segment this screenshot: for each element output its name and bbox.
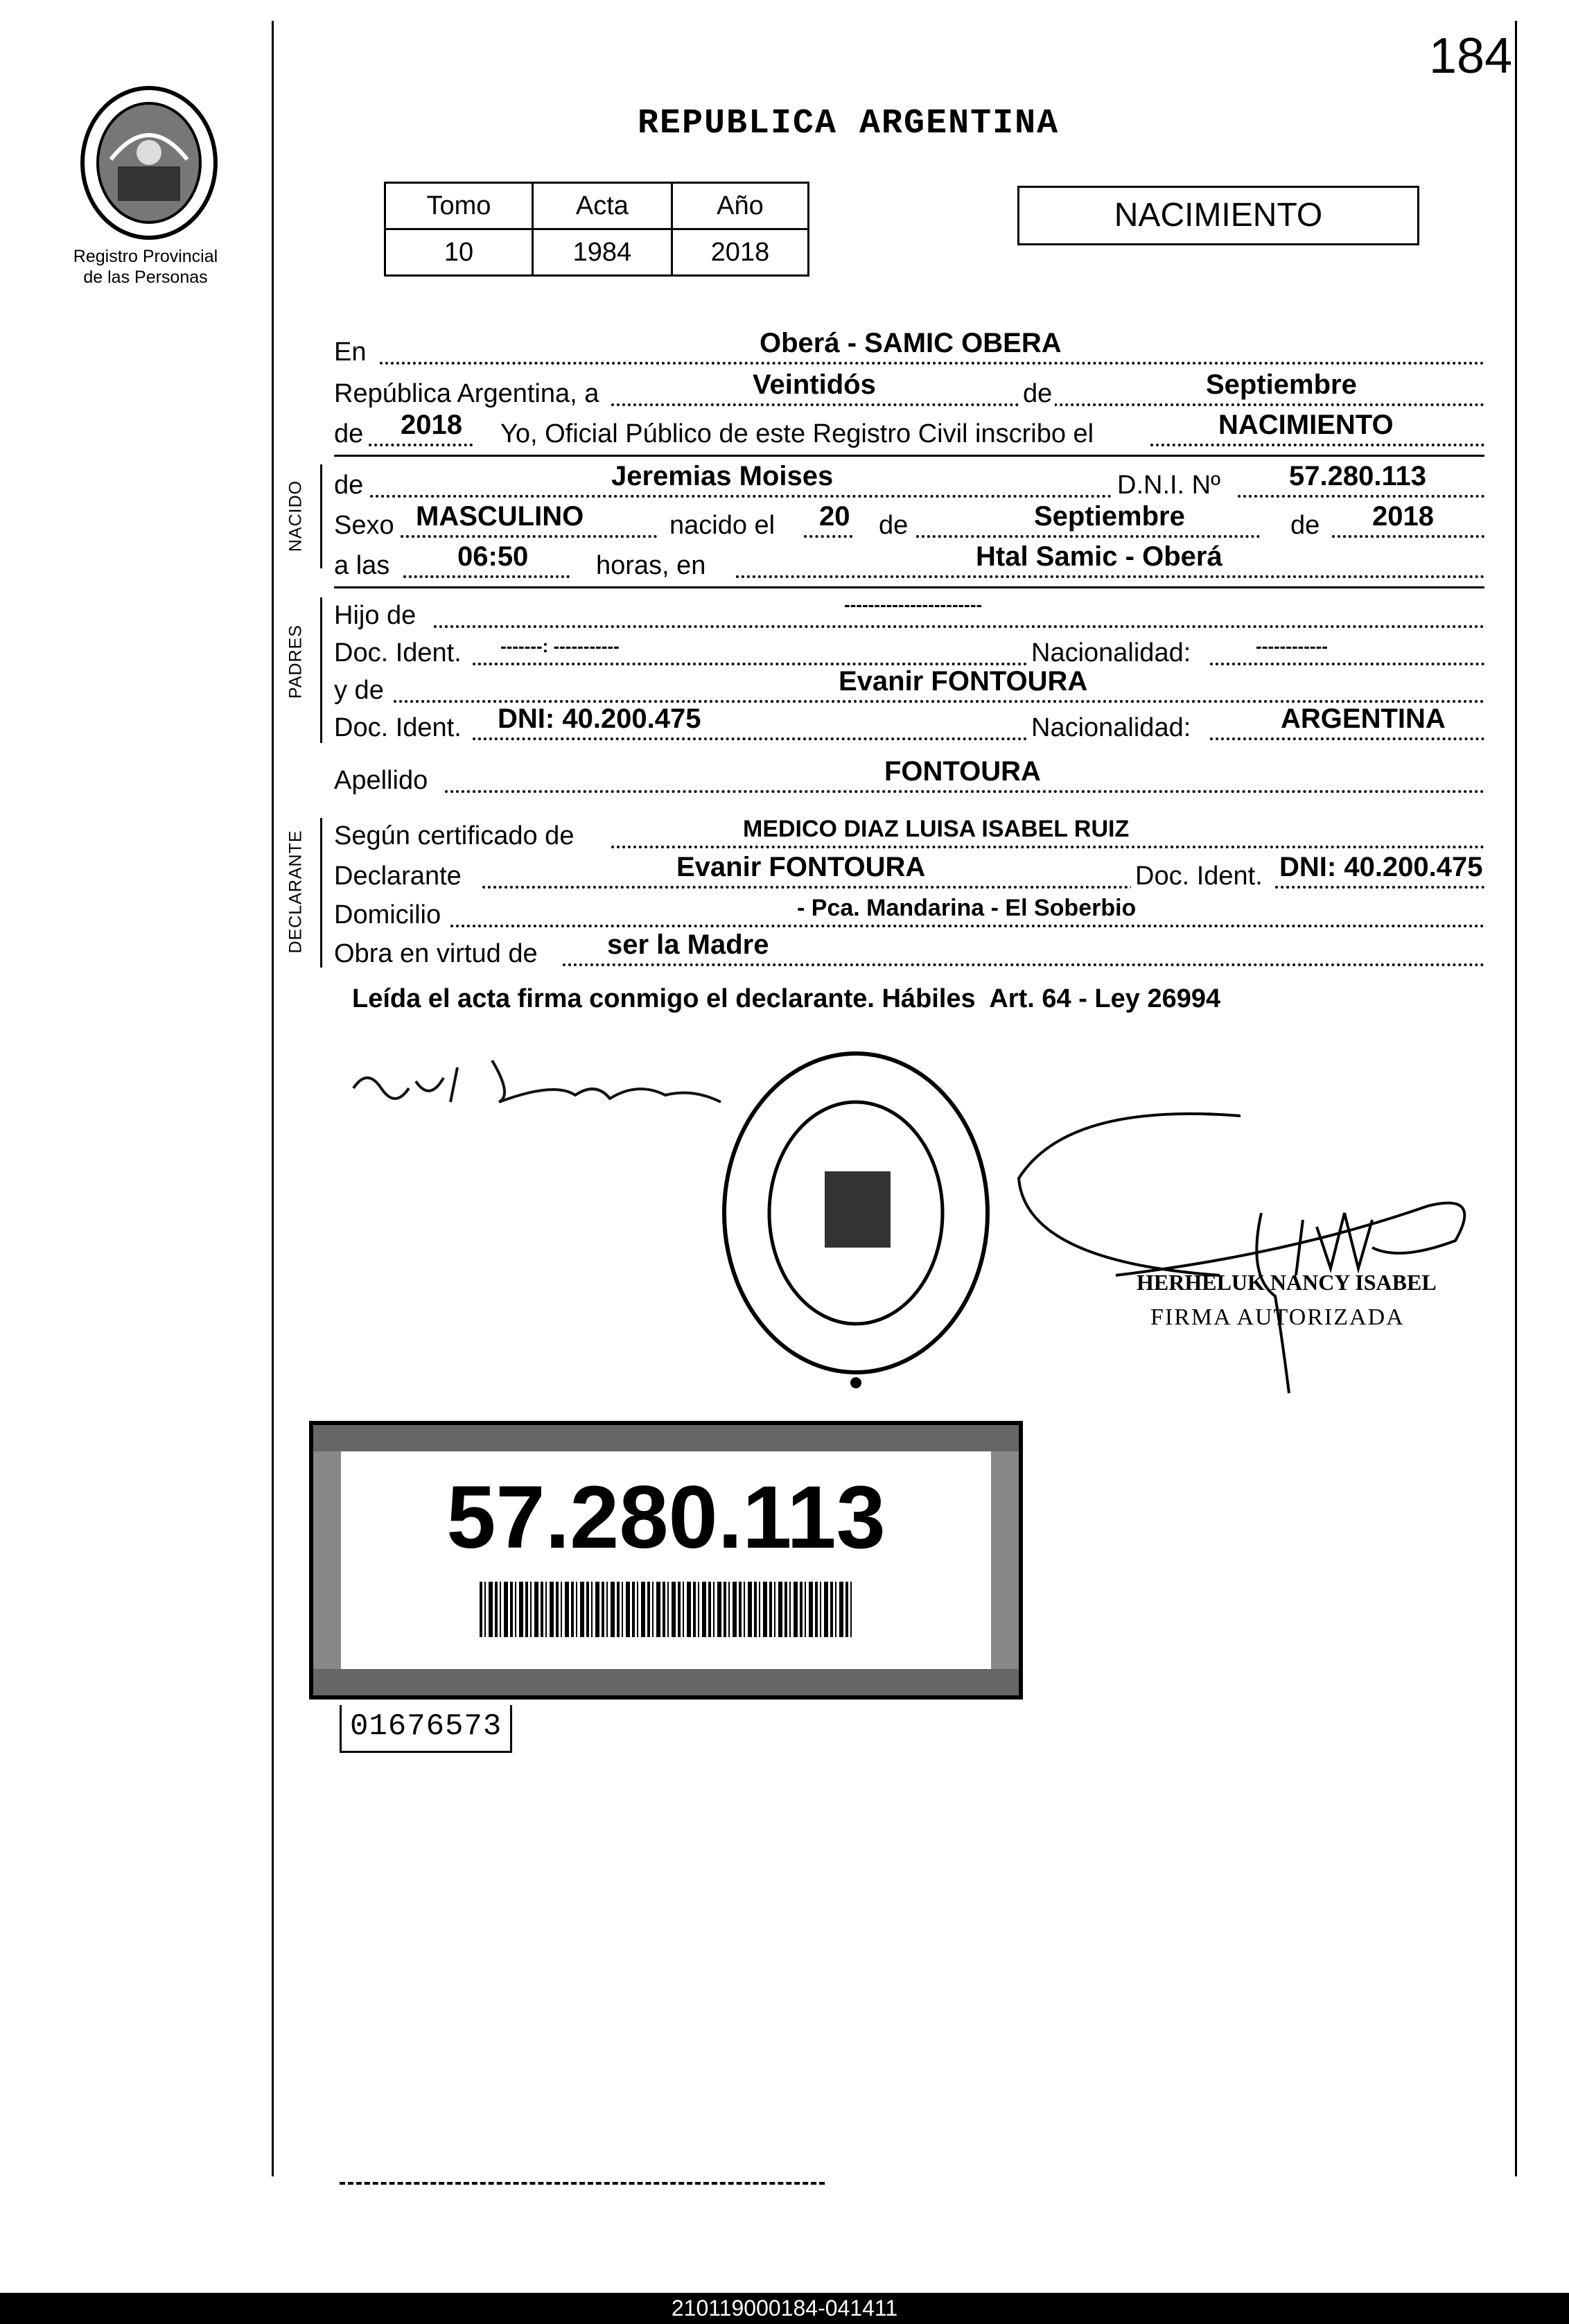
father-nationality-label: Nacionalidad: [1031, 638, 1191, 667]
child-dni: 57.280.113 [1289, 461, 1426, 491]
nacido-name-row [334, 461, 1484, 505]
dotted-line [401, 535, 657, 538]
dotted-line [403, 575, 570, 578]
dotted-line [804, 535, 852, 538]
dotted-line [394, 700, 1484, 703]
declarant-signature [347, 1040, 735, 1123]
year-text: Yo, Oficial Público de este Registro Civil inscribo el [500, 419, 1094, 448]
mother-doc-label: Doc. Ident. [334, 713, 462, 742]
nacido-sex-row [334, 501, 1484, 545]
section-divider [334, 586, 1484, 588]
year-de-label: de [334, 419, 364, 448]
logo-caption [55, 246, 236, 288]
hora-label: a las [334, 551, 390, 580]
logo-caption-line1: Registro Provincial [73, 247, 218, 266]
registry-stamp [707, 1040, 1005, 1400]
acta-header: Acta [532, 183, 672, 229]
dni-sticker-number: 57.280.113 [446, 1468, 886, 1567]
dotted-line [473, 663, 1027, 665]
serial-number: 01676573 [340, 1705, 512, 1753]
dotted-line [563, 963, 1484, 966]
birth-year: 2018 [1372, 501, 1434, 532]
certificado-row [334, 815, 1484, 855]
yde-label: y de [334, 676, 384, 705]
dotted-line [1210, 663, 1484, 665]
province-emblem [76, 83, 222, 243]
domicilio-row [334, 894, 1484, 934]
anio-header: Año [672, 183, 808, 229]
date-day: Veintidós [753, 369, 876, 400]
dotted-line [1210, 737, 1484, 740]
footer-code: 210119000184-041411 [0, 2293, 1569, 2324]
date-month: Septiembre [1206, 369, 1357, 400]
declarante-row [334, 852, 1484, 895]
nacido-hour-row [334, 541, 1484, 585]
declarante-section-label: DECLARANTE [286, 830, 306, 954]
hijo-label: Hijo de [334, 601, 417, 630]
dotted-line [1332, 535, 1484, 538]
horas-label: horas, en [596, 551, 706, 580]
barcode [480, 1582, 854, 1637]
record-type-box: NACIMIENTO [1017, 186, 1419, 245]
official-role: FIRMA AUTORIZADA [1150, 1304, 1405, 1330]
nacido-de-label: de [334, 471, 364, 500]
mother-doc-row [334, 704, 1484, 747]
domicilio-value: - Pca. Mandarina - El Soberbio [797, 895, 1137, 921]
dotted-line [1238, 495, 1484, 498]
closing-statement: Leída el acta firma conmigo el declarante. Hábiles Art. 64 - Ley 26994 [352, 984, 1221, 1013]
reference-table [384, 182, 809, 277]
anio-value: 2018 [672, 229, 808, 276]
dotted-line [369, 444, 473, 446]
dotted-line [736, 575, 1484, 578]
section-bracket [320, 818, 322, 968]
child-sex: MASCULINO [416, 501, 584, 532]
mother-name: Evanir FONTOURA [839, 666, 1088, 697]
father-doc: -------: ----------- [500, 636, 620, 656]
year-value: 2018 [401, 410, 462, 440]
official-name: HERHELUK NANCY ISABEL [1137, 1270, 1437, 1295]
mother-nationality: ARGENTINA [1281, 704, 1446, 734]
certificado-value: MEDICO DIAZ LUISA ISABEL RUIZ [743, 816, 1130, 842]
obra-row [334, 929, 1484, 973]
nacido-section-label: NACIDO [286, 480, 306, 552]
right-margin-line [1515, 21, 1517, 2176]
father-nationality: ------------ [1256, 636, 1328, 656]
birth-hour: 06:50 [457, 541, 529, 572]
place-label: En [334, 338, 367, 367]
father-doc-label: Doc. Ident. [334, 638, 462, 667]
birth-day: 20 [819, 501, 850, 532]
dotted-line [445, 790, 1484, 793]
birth-month: Septiembre [1034, 501, 1185, 532]
year-record: NACIMIENTO [1218, 410, 1394, 440]
dotted-line [1275, 886, 1484, 889]
sexo-label: Sexo [334, 511, 394, 540]
section-bracket [320, 597, 322, 743]
declarante-label: Declarante [334, 862, 462, 891]
obra-label: Obra en virtud de [334, 939, 538, 968]
dotted-line [450, 925, 1484, 927]
certificado-label: Según certificado de [334, 821, 575, 850]
section-divider [334, 455, 1484, 457]
dotted-line [611, 846, 1484, 848]
father-name: ----------------------- [844, 594, 983, 615]
date-label: República Argentina, a [334, 379, 599, 408]
table-row [385, 229, 809, 276]
dotted-line [380, 362, 1484, 365]
official-signature [1012, 1102, 1497, 1421]
mother-nationality-label: Nacionalidad: [1031, 713, 1191, 742]
birth-de-label: de [879, 511, 909, 540]
dotted-line [482, 886, 1178, 889]
birth-de-label2: de [1290, 511, 1320, 540]
birth-place: Htal Samic - Oberá [976, 541, 1222, 572]
obra-value: ser la Madre [607, 929, 769, 960]
apellido-value: FONTOURA [884, 756, 1041, 787]
dotted-line [473, 737, 1027, 740]
year-row [334, 410, 1484, 453]
tomo-header: Tomo [385, 183, 533, 229]
dotted-line [916, 535, 1260, 538]
domicilio-label: Domicilio [334, 900, 441, 929]
apellido-row [334, 756, 1484, 800]
mother-doc: DNI: 40.200.475 [498, 704, 701, 734]
dotted-line [370, 495, 1112, 498]
dni-sticker [309, 1421, 1023, 1700]
hijo-row [334, 595, 1484, 635]
dotted-line [1150, 444, 1484, 446]
declarante-doc: DNI: 40.200.475 [1279, 852, 1483, 882]
date-de-label: de [1020, 379, 1055, 409]
place-value: Oberá - SAMIC OBERA [760, 328, 1062, 358]
tomo-value: 10 [385, 229, 533, 276]
nacido-el-label: nacido el [669, 511, 775, 540]
place-row [334, 328, 1484, 372]
logo-caption-line2: de las Personas [83, 268, 208, 287]
left-margin-line [272, 21, 274, 2176]
dashed-marks [340, 2182, 825, 2185]
section-bracket [320, 464, 322, 568]
dni-label: D.N.I. Nº [1117, 471, 1220, 500]
date-row [334, 369, 1484, 413]
acta-value: 1984 [532, 229, 672, 276]
declarante-doc-label: Doc. Ident. [1131, 862, 1263, 891]
child-name: Jeremias Moises [611, 461, 834, 491]
apellido-label: Apellido [334, 766, 428, 795]
declarante-value: Evanir FONTOURA [676, 852, 926, 882]
dotted-line [434, 625, 1484, 628]
page-title: REPUBLICA ARGENTINA [638, 104, 1060, 143]
padres-section-label: PADRES [286, 624, 306, 699]
table-row [385, 183, 809, 229]
page-number: 184 [1429, 28, 1513, 84]
